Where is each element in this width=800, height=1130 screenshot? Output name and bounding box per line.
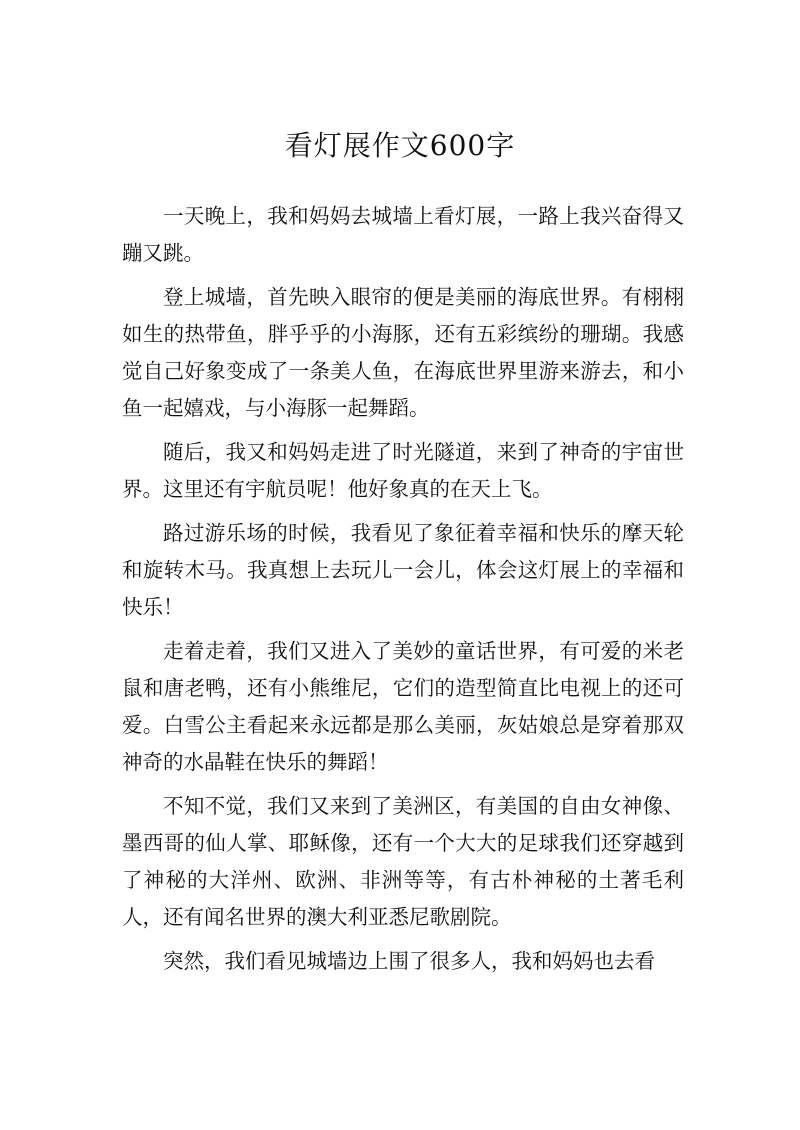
paragraph-3: 随后，我又和妈妈走进了时光隧道，来到了神奇的宇宙世界。这里还有宇航员呢！他好象真的在天上飞。 bbox=[122, 440, 684, 501]
paragraph-4: 路过游乐场的时候，我看见了象征着幸福和快乐的摩天轮和旋转木马。我真想上去玩儿一会儿，体会这灯展上的幸福和快乐！ bbox=[122, 521, 684, 619]
document-title: 看灯展作文600字 bbox=[284, 129, 516, 162]
document-body bbox=[122, 198, 684, 987]
paragraph-2: 登上城墙，首先映入眼帘的便是美丽的海底世界。有栩栩如生的热带鱼，胖乎乎的小海豚，还有五彩缤纷的珊瑚。我感觉自己好象变成了一条美人鱼，在海底世界里游来游去，和小鱼一起嬉戏，与小海豚一起舞蹈。 bbox=[122, 285, 684, 420]
paragraph-5: 走着走着，我们又进入了美妙的童话世界，有可爱的米老鼠和唐老鸭，还有小熊维尼，它们的造型简直比电视上的还可爱。白雪公主看起来永远都是那么美丽，灰姑娘总是穿着那双神奇的水晶鞋在快乐的舞蹈！ bbox=[122, 639, 684, 774]
paragraph-1: 一天晚上，我和妈妈去城墙上看灯展，一路上我兴奋得又蹦又跳。 bbox=[122, 204, 684, 265]
paragraph-7: 突然，我们看见城墙边上围了很多人，我和妈妈也去看 bbox=[163, 949, 655, 973]
paragraph-6: 不知不觉，我们又来到了美洲区，有美国的自由女神像、墨西哥的仙人掌、耶稣像，还有一个大大的足球我们还穿越到了神秘的大洋州、欧洲、非洲等等，有古朴神秘的土著毛利人，还有闻名世界的澳大利亚悉尼歌剧院。 bbox=[122, 794, 684, 929]
